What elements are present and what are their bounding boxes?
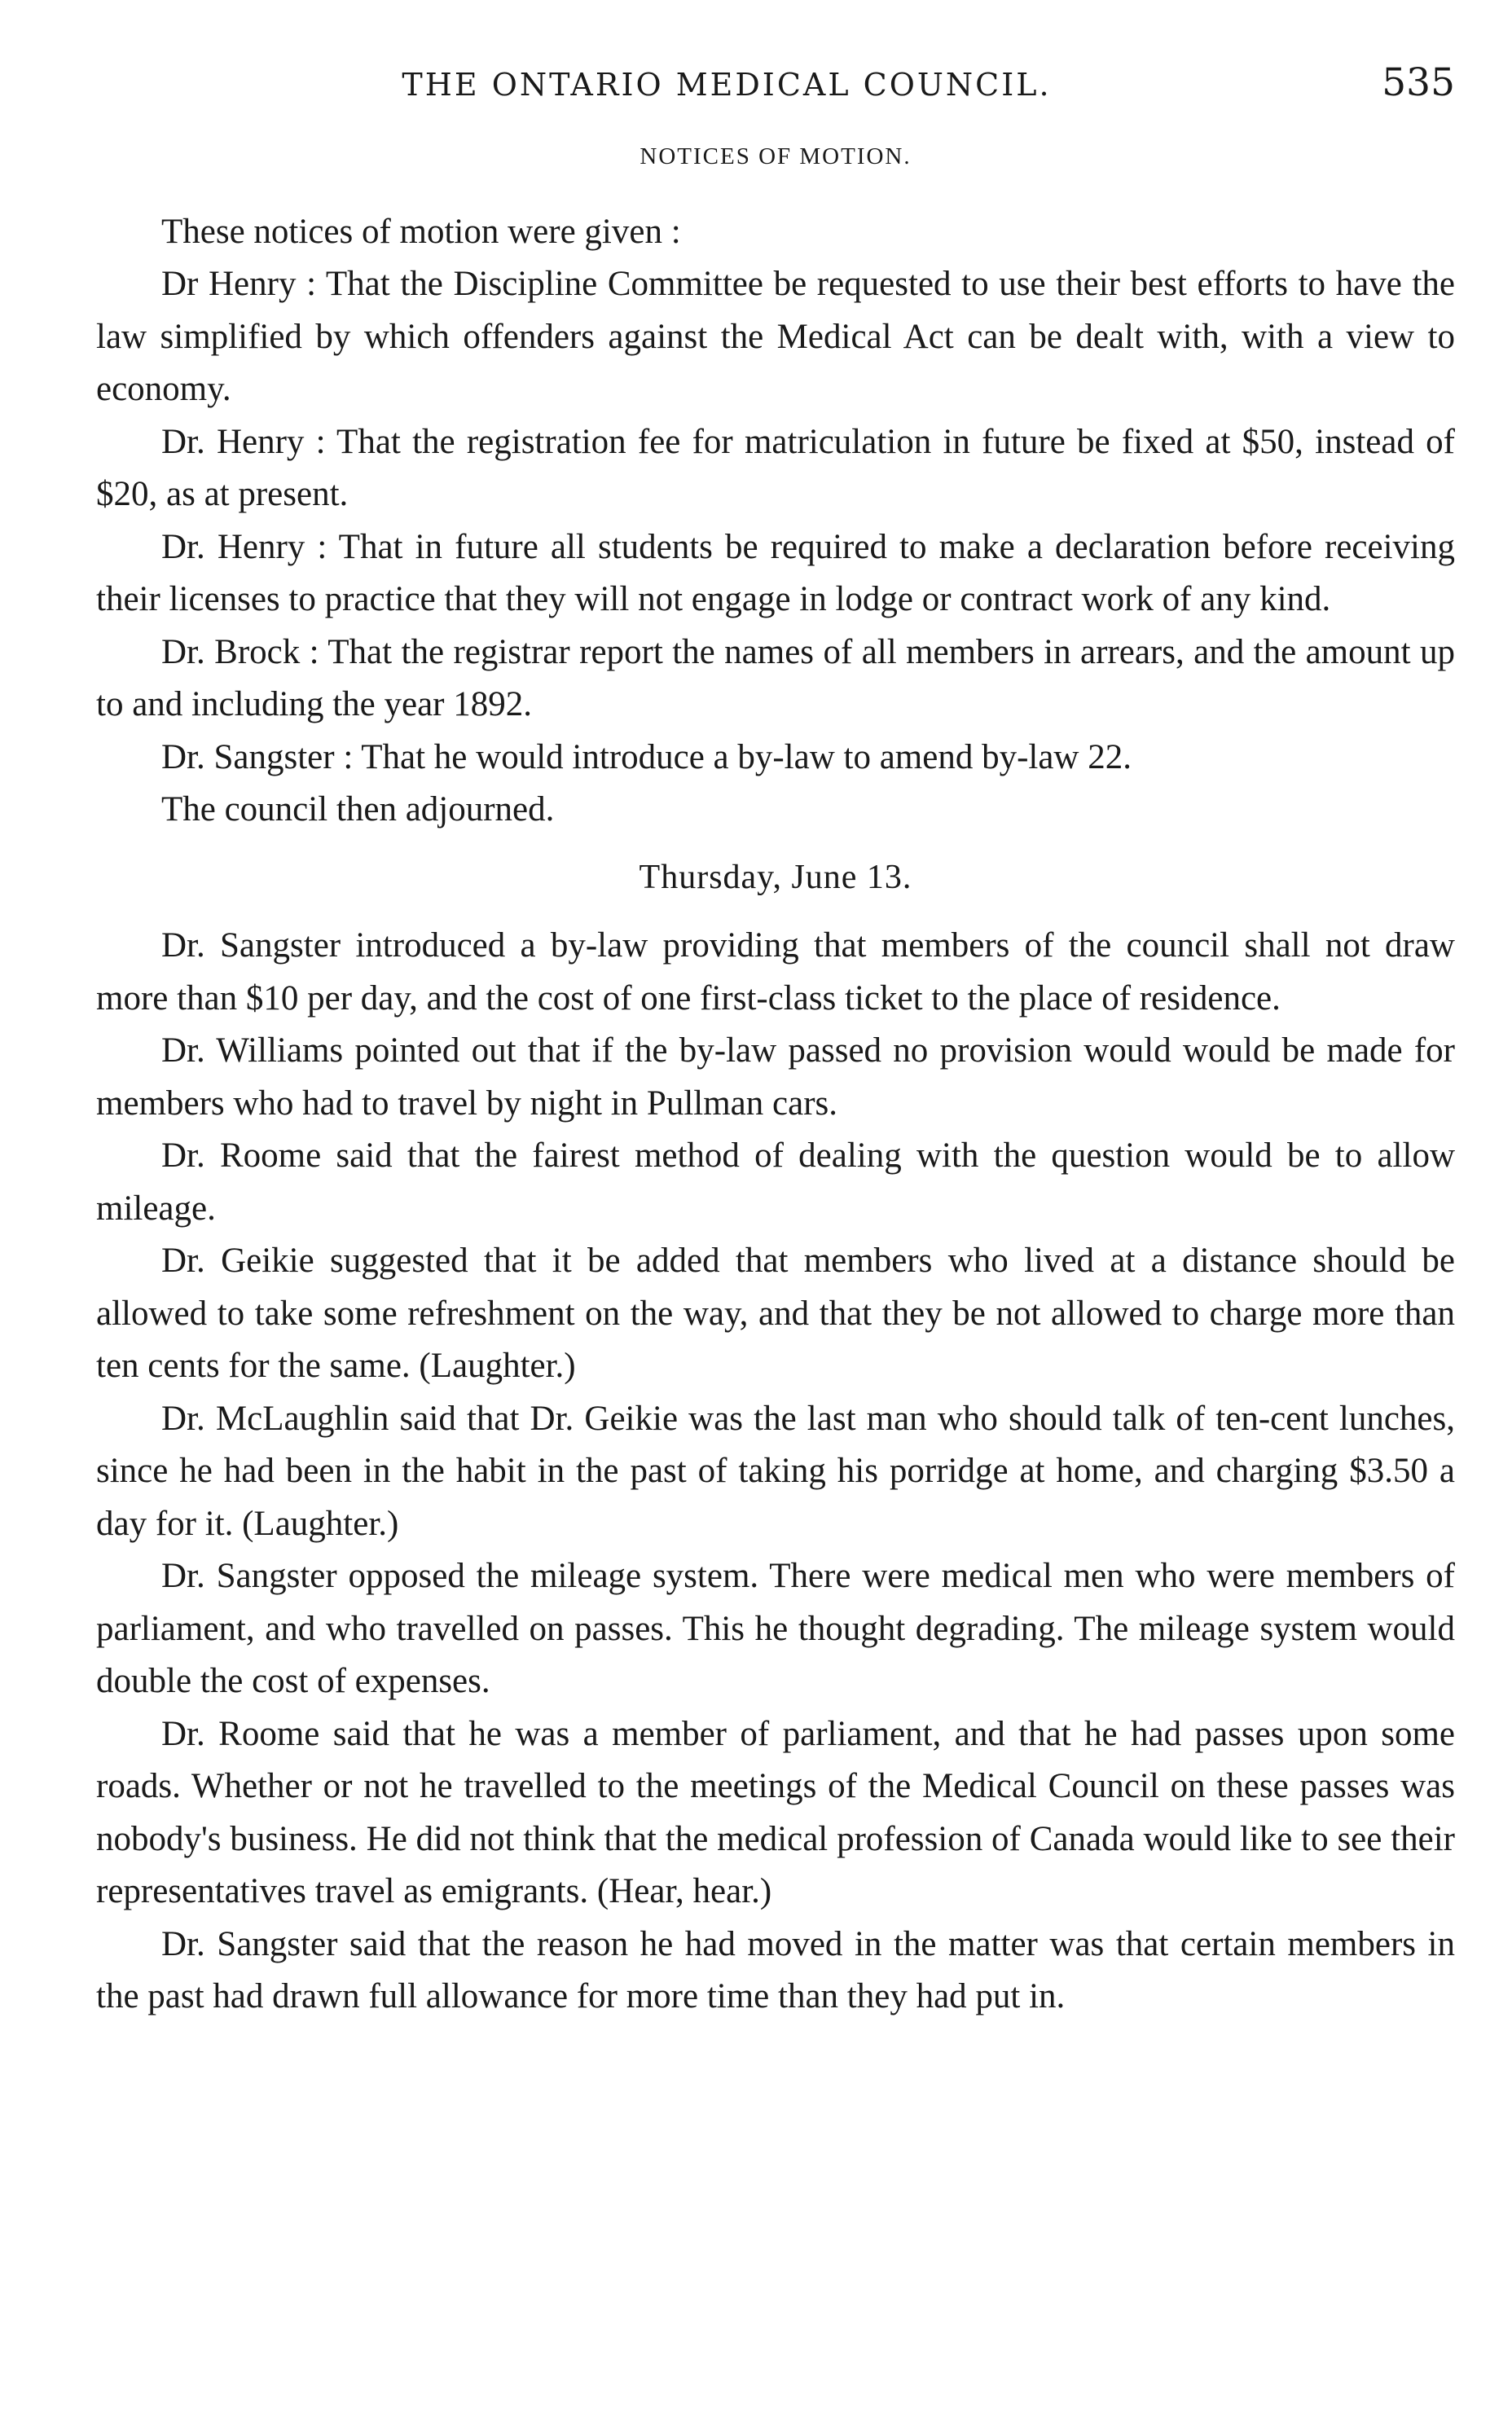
page-number: 535: [1382, 60, 1455, 105]
paragraph: Dr Henry : That the Discipline Committee be requested to use their best efforts to have the law simplified by which offenders against the Medical Act can be dealt with, with a view to economy.: [96, 265, 1455, 408]
paragraph: Dr. McLaughlin said that Dr. Geikie was the last man who should talk of ten-cent lunches, since he had been in the habit in the past of taking his porridge at home, and charging $3.50 a day for it. (Laughter.): [96, 1399, 1455, 1543]
section-heading-notices: NOTICES OF MOTION.: [640, 143, 912, 169]
page-body: [96, 130, 1455, 2024]
paragraph: Dr. Sangster : That he would introduce a by-law to amend by-law 22.: [161, 737, 1132, 776]
running-head: [96, 57, 1455, 114]
paragraph: Dr. Williams pointed out that if the by-law passed no provision would would be made for members who had to travel by night in Pullman cars.: [96, 1031, 1455, 1123]
paragraph: Dr. Sangster said that the reason he had moved in the matter was that certain members in the past had drawn full allowance for more time than they had put in.: [96, 1924, 1455, 2015]
date-heading: Thursday, June 13.: [639, 858, 912, 896]
paragraph: Dr. Roome said that the fairest method of dealing with the question would be to allow mileage.: [96, 1136, 1455, 1228]
paragraph: Dr. Henry : That the registration fee for matriculation in future be fixed at $50, instead of $20, as at present.: [96, 422, 1455, 513]
paragraph: The council then adjourned.: [161, 790, 555, 829]
paragraph: Dr. Sangster opposed the mileage system. There were medical men who were members of parliament, and who travelled on passes. This he thought degrading. The mileage system would double the cost of expenses.: [96, 1557, 1455, 1700]
running-title: THE ONTARIO MEDICAL COUNCIL.: [402, 67, 1052, 103]
paragraph: These notices of motion were given :: [161, 212, 681, 251]
paragraph: Dr. Geikie suggested that it be added that members who lived at a distance should be allowed to take some refreshment on the way, and that they be not allowed to charge more than ten cents for the same. (Laughter.): [96, 1242, 1455, 1385]
paragraph: Dr. Roome said that he was a member of parliament, and that he had passes upon some roads. Whether or not he travelled to the meetings of the Medical Council on these passes was nobody's business. He did not think that the medical profession of Canada would like to see their representatives travel as emigrants. (Hear, hear.): [96, 1714, 1455, 1910]
paragraph: Dr. Sangster introduced a by-law providing that members of the council shall not draw more than $10 per day, and the cost of one first-class ticket to the place of residence.: [96, 926, 1455, 1018]
paragraph: Dr. Henry : That in future all students be required to make a declaration before receiving their licenses to practice that they will not engage in lodge or contract work of any kind.: [96, 527, 1455, 618]
paragraph: Dr. Brock : That the registrar report the names of all members in arrears, and the amount up to and including the year 1892.: [96, 632, 1455, 723]
